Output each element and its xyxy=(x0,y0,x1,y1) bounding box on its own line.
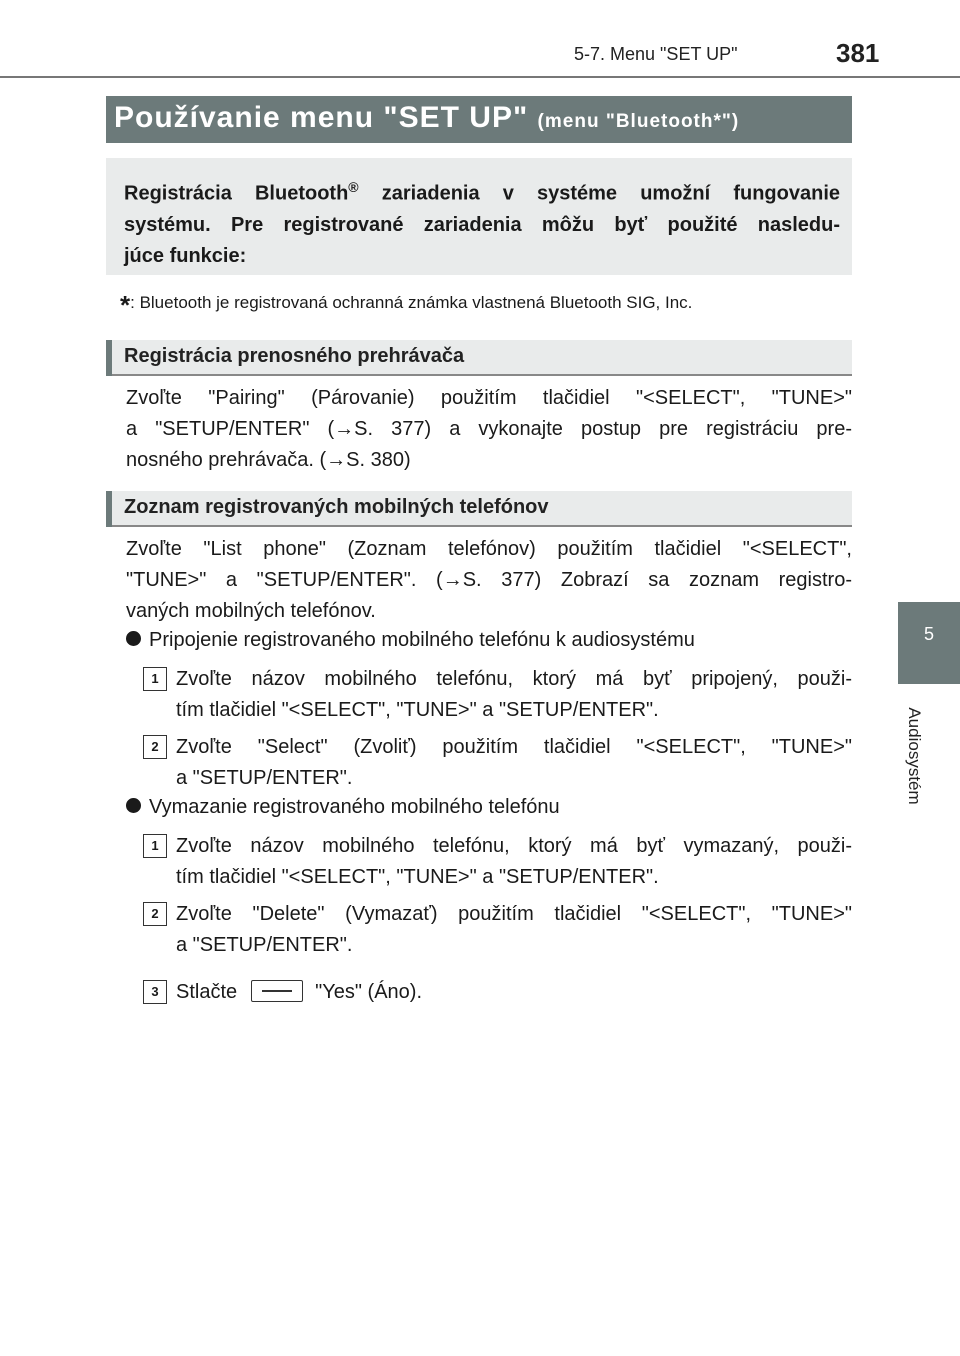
intro-box xyxy=(106,158,852,275)
section1-line-1: Zvoľte "Pairing" (Párovanie) použitím tlačidiel "<SELECT", "TUNE>" xyxy=(126,387,852,409)
bullet-connect-phone xyxy=(126,629,695,652)
section2-line-3: vaných mobilných telefónov. xyxy=(126,600,376,622)
step-number: 1 xyxy=(143,834,167,858)
section-heading-text: Registrácia prenosného prehrávača xyxy=(124,345,465,367)
intro-line-3: júce funkcie: xyxy=(124,244,247,267)
step-line: tím tlačidiel "<SELECT", "TUNE>" a "SETUP/ENTER". xyxy=(176,699,659,721)
section2-line-1: Zvoľte "List phone" (Zoznam telefónov) použitím tlačidiel "<SELECT", xyxy=(126,538,852,560)
step-text xyxy=(176,899,852,961)
hyphen-button-icon xyxy=(251,980,303,1002)
page-number: 381 xyxy=(836,38,880,68)
step-line: a "SETUP/ENTER". xyxy=(176,934,353,956)
step-text xyxy=(176,664,852,726)
intro-line-1-suffix: zariadenia v systéme umožní fungovanie xyxy=(358,182,841,205)
intro-line-2: systému. Pre registrované zariadenia môžu byť použité nasledu- xyxy=(124,213,840,236)
footnote-mark: * xyxy=(120,290,131,320)
step-line: Zvoľte "Select" (Zvoliť) použitím tlačidiel "<SELECT", "TUNE>" xyxy=(176,736,852,758)
section1-line-2: a "SETUP/ENTER" (→S. 377) a vykonajte postup pre registráciu pre- xyxy=(126,418,852,440)
step-text xyxy=(176,732,852,794)
intro-text xyxy=(124,172,840,272)
page-title xyxy=(114,101,739,135)
section-heading-phone-list xyxy=(106,491,852,527)
step-text xyxy=(176,977,852,1008)
registered-mark: ® xyxy=(348,179,359,195)
section-heading-bar xyxy=(106,340,112,376)
header-divider xyxy=(0,76,960,78)
page-title-bar xyxy=(106,96,852,143)
bullet-text: Pripojenie registrovaného mobilného telefónu k audiosystému xyxy=(149,629,695,651)
step-line: a "SETUP/ENTER". xyxy=(176,767,353,789)
step-text-suffix: "Yes" (Áno). xyxy=(315,981,423,1003)
section-heading-bar xyxy=(106,491,112,527)
page-title-sub: (menu "Bluetooth*") xyxy=(537,111,740,132)
chapter-number: 5 xyxy=(923,624,934,644)
step-text xyxy=(176,831,852,893)
bullet-dot xyxy=(126,631,141,646)
page-title-main: Používanie menu "SET UP" xyxy=(114,101,529,134)
chapter-label xyxy=(901,700,927,812)
running-header-section: 5-7. Menu "SET UP" xyxy=(574,44,738,64)
footnote xyxy=(120,290,692,321)
step-number: 2 xyxy=(143,902,167,926)
section1-line-3: nosného prehrávača. (→S. 380) xyxy=(126,449,411,471)
bullet-delete-phone xyxy=(126,796,560,819)
section2-line-2: "TUNE>" a "SETUP/ENTER". (→S. 377) Zobrazí sa zoznam registro- xyxy=(126,569,852,591)
bullet-dot xyxy=(126,798,141,813)
step-line: Zvoľte názov mobilného telefónu, ktorý má byť vymazaný, použi- xyxy=(176,835,852,857)
section-heading-text: Zoznam registrovaných mobilných telefónov xyxy=(124,496,549,518)
step-line: Zvoľte "Delete" (Vymazať) použitím tlačidiel "<SELECT", "TUNE>" xyxy=(176,903,852,925)
bullet-text: Vymazanie registrovaného mobilného telefónu xyxy=(149,796,560,818)
step-number: 1 xyxy=(143,667,167,691)
section2-paragraph xyxy=(126,534,852,627)
footnote-text: : Bluetooth je registrovaná ochranná známka vlastnená Bluetooth SIG, Inc. xyxy=(130,293,693,312)
step-line: tím tlačidiel "<SELECT", "TUNE>" a "SETUP/ENTER". xyxy=(176,866,659,888)
step-number: 3 xyxy=(143,980,167,1004)
intro-line-1 xyxy=(124,172,840,210)
chapter-label-text: Audiosystém xyxy=(905,707,924,805)
section1-paragraph xyxy=(126,383,852,476)
step-text-prefix: Stlačte xyxy=(176,981,238,1003)
step-line: Zvoľte názov mobilného telefónu, ktorý má byť pripojený, použi- xyxy=(176,668,852,690)
step-number: 2 xyxy=(143,735,167,759)
section-heading-portable-player xyxy=(106,340,852,376)
intro-line-1-prefix: Registrácia Bluetooth xyxy=(124,182,349,205)
